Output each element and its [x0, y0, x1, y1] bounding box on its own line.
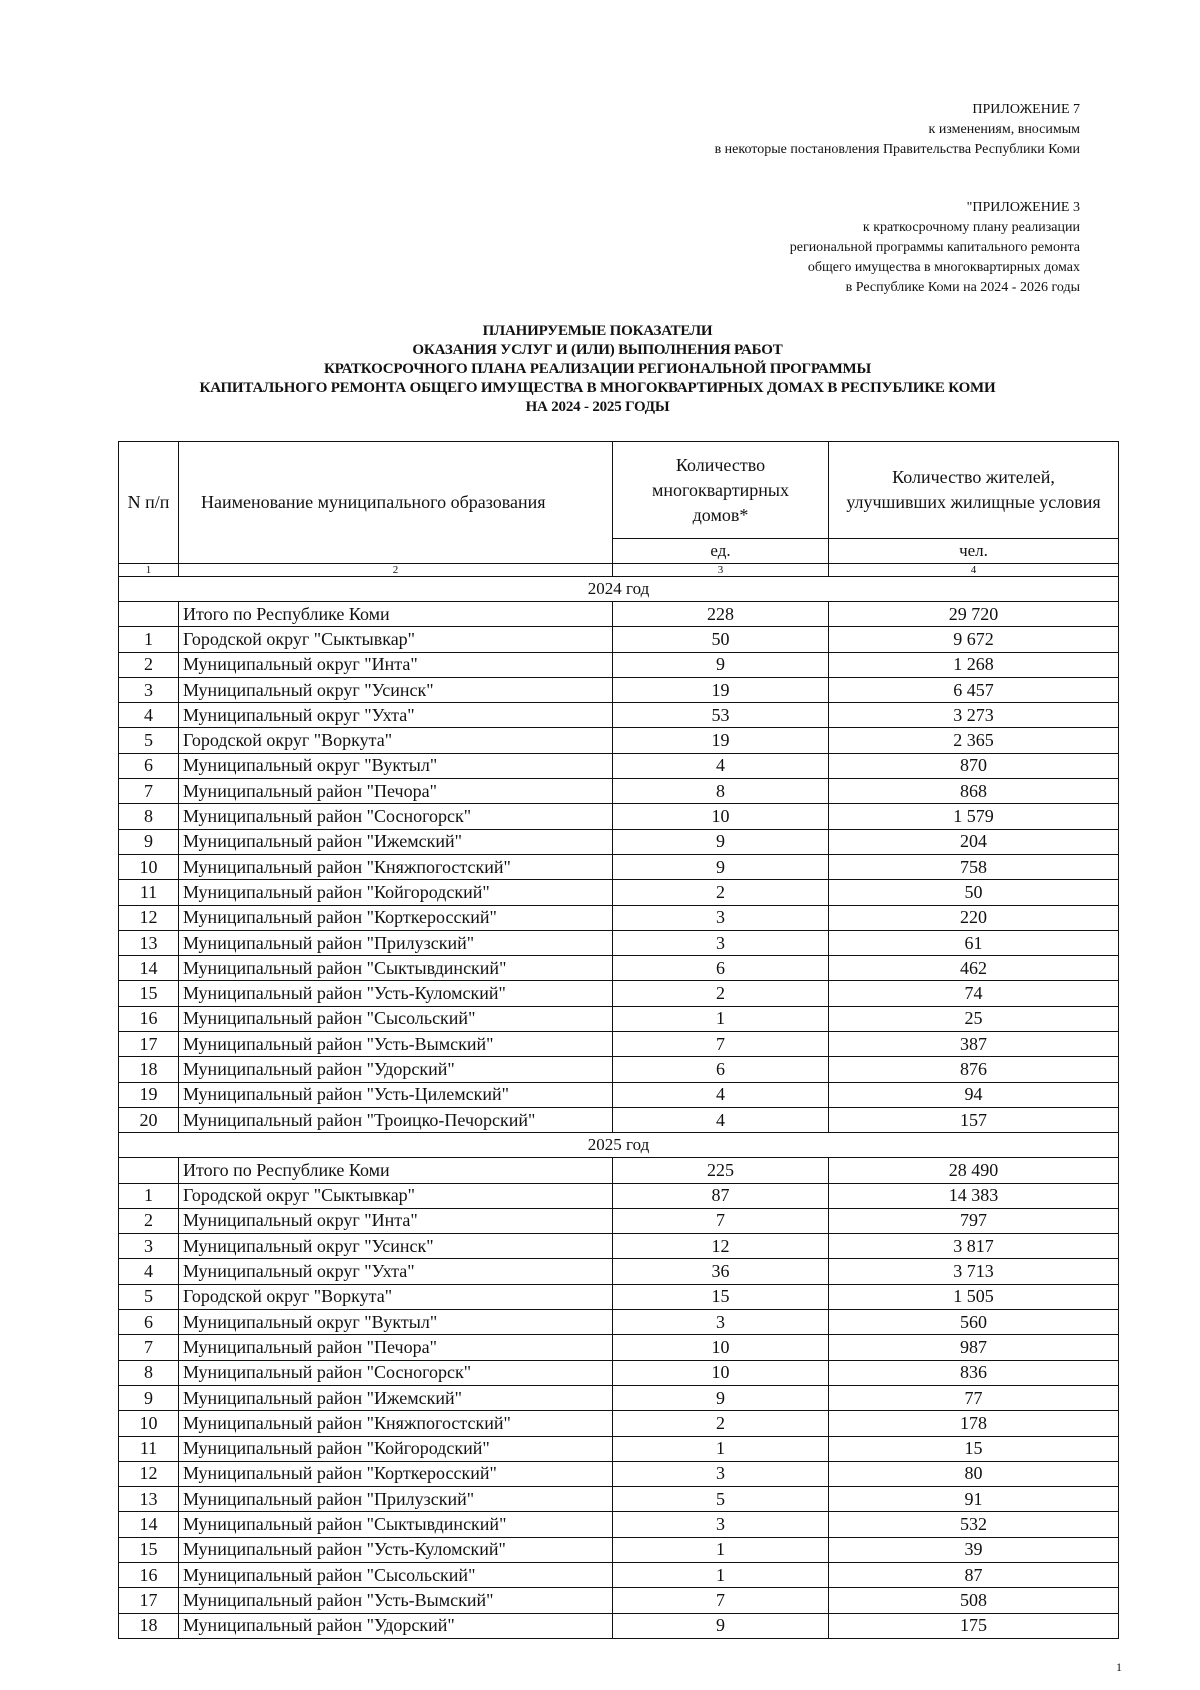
- row-municipality: Муниципальный округ "Вуктыл": [179, 1310, 613, 1335]
- table-row: [119, 1183, 1119, 1208]
- header-residents-unit: чел.: [829, 539, 1119, 564]
- table-header-row: [119, 442, 1119, 539]
- appendix-header-line: к изменениям, вносимым: [928, 122, 1080, 137]
- row-municipality: Муниципальный округ "Ухта": [179, 1259, 613, 1284]
- table-row: [119, 1259, 1119, 1284]
- row-residents: 3 713: [829, 1259, 1119, 1284]
- table-row: [119, 804, 1119, 829]
- appendix-header: [715, 100, 1080, 160]
- row-index: 11: [119, 880, 179, 905]
- row-residents: 9 672: [829, 627, 1119, 652]
- column-number: 3: [613, 564, 829, 577]
- row-houses: 6: [613, 956, 829, 981]
- table-row: [119, 1006, 1119, 1031]
- row-residents: 3 273: [829, 703, 1119, 728]
- row-residents: 74: [829, 981, 1119, 1006]
- table-row: [119, 1436, 1119, 1461]
- row-index: 3: [119, 677, 179, 702]
- table-row: [119, 880, 1119, 905]
- row-index: 14: [119, 956, 179, 981]
- appendix-header-line: ПРИЛОЖЕНИЕ 7: [972, 102, 1080, 117]
- row-municipality: Городской округ "Сыктывкар": [179, 1183, 613, 1208]
- sub-appendix-header-line: региональной программы капитального ремонта: [789, 240, 1080, 255]
- row-houses: 3: [613, 1512, 829, 1537]
- title-line: КРАТКОСРОЧНОГО ПЛАНА РЕАЛИЗАЦИИ РЕГИОНАЛЬНОЙ ПРОГРАММЫ: [323, 361, 872, 377]
- row-index: 1: [119, 627, 179, 652]
- row-index: 10: [119, 1411, 179, 1436]
- title-line: ПЛАНИРУЕМЫЕ ПОКАЗАТЕЛИ: [482, 323, 713, 339]
- row-residents: 1 268: [829, 652, 1119, 677]
- row-houses: 10: [613, 804, 829, 829]
- row-residents: 220: [829, 905, 1119, 930]
- row-houses: 9: [613, 854, 829, 879]
- row-municipality: Муниципальный район "Княжпогостский": [179, 1411, 613, 1436]
- row-index: 3: [119, 1234, 179, 1259]
- row-houses: 3: [613, 930, 829, 955]
- row-municipality: Муниципальный район "Прилузский": [179, 1487, 613, 1512]
- table-row: [119, 753, 1119, 778]
- table-row: [119, 1487, 1119, 1512]
- table-row: [119, 1284, 1119, 1309]
- row-municipality: Муниципальный округ "Усинск": [179, 677, 613, 702]
- row-index: 4: [119, 703, 179, 728]
- row-houses: 9: [613, 1385, 829, 1410]
- header-houses-unit: ед.: [613, 539, 829, 564]
- row-index: 14: [119, 1512, 179, 1537]
- row-municipality: Муниципальный округ "Инта": [179, 652, 613, 677]
- column-number: 2: [179, 564, 613, 577]
- sub-appendix-header-line: общего имущества в многоквартирных домах: [807, 260, 1080, 275]
- row-residents: 870: [829, 753, 1119, 778]
- row-houses: 2: [613, 981, 829, 1006]
- row-municipality: Муниципальный район "Удорский": [179, 1613, 613, 1638]
- table-row: [119, 1613, 1119, 1638]
- row-index: 13: [119, 930, 179, 955]
- total-index: [119, 1158, 179, 1183]
- row-houses: 6: [613, 1057, 829, 1082]
- row-houses: 1: [613, 1537, 829, 1562]
- table-row: [119, 930, 1119, 955]
- row-residents: 15: [829, 1436, 1119, 1461]
- year-section-row: [119, 1133, 1119, 1158]
- row-municipality: Муниципальный район "Ижемский": [179, 829, 613, 854]
- row-index: 9: [119, 1385, 179, 1410]
- table-row: [119, 1461, 1119, 1486]
- row-residents: 2 365: [829, 728, 1119, 753]
- row-municipality: Муниципальный округ "Инта": [179, 1208, 613, 1233]
- header-houses-line: домов*: [692, 504, 749, 525]
- row-index: 17: [119, 1588, 179, 1613]
- row-municipality: Муниципальный округ "Усинск": [179, 1234, 613, 1259]
- row-municipality: Городской округ "Воркута": [179, 1284, 613, 1309]
- row-houses: 3: [613, 1461, 829, 1486]
- table-row: [119, 829, 1119, 854]
- title-line: КАПИТАЛЬНОГО РЕМОНТА ОБЩЕГО ИМУЩЕСТВА В МНОГОКВАРТИРНЫХ ДОМАХ В РЕСПУБЛИКЕ КОМИ: [199, 380, 996, 396]
- row-residents: 387: [829, 1032, 1119, 1057]
- row-residents: 39: [829, 1537, 1119, 1562]
- table-row: [119, 627, 1119, 652]
- row-residents: 508: [829, 1588, 1119, 1613]
- row-houses: 1: [613, 1436, 829, 1461]
- row-houses: 7: [613, 1032, 829, 1057]
- row-index: 8: [119, 1360, 179, 1385]
- table-row: [119, 1537, 1119, 1562]
- table-row: [119, 1411, 1119, 1436]
- row-index: 13: [119, 1487, 179, 1512]
- row-houses: 7: [613, 1208, 829, 1233]
- row-houses: 8: [613, 779, 829, 804]
- title-line: НА 2024 - 2025 ГОДЫ: [525, 399, 670, 415]
- appendix-header-line: в некоторые постановления Правительства Республики Коми: [714, 142, 1080, 157]
- row-index: 15: [119, 981, 179, 1006]
- row-houses: 36: [613, 1259, 829, 1284]
- row-houses: 10: [613, 1360, 829, 1385]
- column-number-row: [119, 564, 1119, 577]
- row-index: 12: [119, 1461, 179, 1486]
- row-houses: 4: [613, 753, 829, 778]
- table-row: [119, 1107, 1119, 1132]
- row-houses: 15: [613, 1284, 829, 1309]
- row-municipality: Муниципальный район "Сыктывдинский": [179, 1512, 613, 1537]
- row-municipality: Муниципальный район "Усть-Вымский": [179, 1588, 613, 1613]
- row-houses: 7: [613, 1588, 829, 1613]
- sub-appendix-header-line: к краткосрочному плану реализации: [862, 220, 1080, 235]
- row-residents: 25: [829, 1006, 1119, 1031]
- document-title: [110, 322, 1085, 417]
- table-row: [119, 652, 1119, 677]
- row-houses: 1: [613, 1562, 829, 1587]
- row-houses: 87: [613, 1183, 829, 1208]
- row-municipality: Муниципальный район "Койгородский": [179, 880, 613, 905]
- row-index: 2: [119, 1208, 179, 1233]
- table-row: [119, 1082, 1119, 1107]
- table-row: [119, 1310, 1119, 1335]
- row-index: 4: [119, 1259, 179, 1284]
- row-municipality: Муниципальный район "Сысольский": [179, 1006, 613, 1031]
- table-row: [119, 1562, 1119, 1587]
- row-houses: 53: [613, 703, 829, 728]
- row-residents: 1 505: [829, 1284, 1119, 1309]
- table-row: [119, 1360, 1119, 1385]
- table-row: [119, 703, 1119, 728]
- table-row: [119, 1335, 1119, 1360]
- year-section-row: [119, 577, 1119, 602]
- table-row: [119, 854, 1119, 879]
- row-municipality: Муниципальный округ "Ухта": [179, 703, 613, 728]
- row-houses: 19: [613, 677, 829, 702]
- row-residents: 876: [829, 1057, 1119, 1082]
- total-houses: 228: [613, 602, 829, 627]
- table-row: [119, 1032, 1119, 1057]
- header-name: Наименование муниципального образования: [179, 442, 613, 564]
- row-residents: 204: [829, 829, 1119, 854]
- sub-appendix-header-line: "ПРИЛОЖЕНИЕ 3: [966, 200, 1080, 215]
- row-houses: 3: [613, 1310, 829, 1335]
- row-houses: 10: [613, 1335, 829, 1360]
- row-residents: 1 579: [829, 804, 1119, 829]
- row-index: 2: [119, 652, 179, 677]
- row-houses: 2: [613, 880, 829, 905]
- total-index: [119, 602, 179, 627]
- row-residents: 14 383: [829, 1183, 1119, 1208]
- row-houses: 3: [613, 905, 829, 930]
- row-houses: 9: [613, 652, 829, 677]
- row-index: 6: [119, 753, 179, 778]
- sub-appendix-header: [790, 198, 1080, 298]
- row-municipality: Муниципальный район "Усть-Вымский": [179, 1032, 613, 1057]
- row-residents: 987: [829, 1335, 1119, 1360]
- row-municipality: Муниципальный округ "Вуктыл": [179, 753, 613, 778]
- row-index: 7: [119, 1335, 179, 1360]
- row-houses: 19: [613, 728, 829, 753]
- table-row: [119, 1057, 1119, 1082]
- row-residents: 836: [829, 1360, 1119, 1385]
- row-municipality: Муниципальный район "Удорский": [179, 1057, 613, 1082]
- row-index: 18: [119, 1613, 179, 1638]
- row-houses: 4: [613, 1082, 829, 1107]
- total-row: [119, 1158, 1119, 1183]
- row-municipality: Муниципальный район "Сысольский": [179, 1562, 613, 1587]
- indicators-table: [118, 441, 1119, 1639]
- row-houses: 50: [613, 627, 829, 652]
- row-index: 10: [119, 854, 179, 879]
- header-houses-line: многоквартирных: [652, 479, 789, 500]
- row-residents: 91: [829, 1487, 1119, 1512]
- table-row: [119, 779, 1119, 804]
- year-label: 2024 год: [119, 577, 1119, 602]
- row-residents: 87: [829, 1562, 1119, 1587]
- row-index: 19: [119, 1082, 179, 1107]
- row-municipality: Муниципальный район "Сосногорск": [179, 804, 613, 829]
- row-index: 9: [119, 829, 179, 854]
- row-houses: 1: [613, 1006, 829, 1031]
- total-name: Итого по Республике Коми: [179, 1158, 613, 1183]
- row-index: 18: [119, 1057, 179, 1082]
- header-residents: [829, 442, 1119, 539]
- row-municipality: Муниципальный район "Корткеросский": [179, 905, 613, 930]
- table-row: [119, 677, 1119, 702]
- table-row: [119, 728, 1119, 753]
- row-index: 5: [119, 728, 179, 753]
- row-municipality: Муниципальный район "Печора": [179, 1335, 613, 1360]
- table-row: [119, 1385, 1119, 1410]
- row-index: 16: [119, 1562, 179, 1587]
- table-row: [119, 905, 1119, 930]
- row-index: 11: [119, 1436, 179, 1461]
- header-residents-line: улучшивших жилищные условия: [846, 492, 1101, 512]
- row-index: 5: [119, 1284, 179, 1309]
- row-municipality: Муниципальный район "Прилузский": [179, 930, 613, 955]
- row-municipality: Муниципальный район "Ижемский": [179, 1385, 613, 1410]
- table-row: [119, 956, 1119, 981]
- row-residents: 157: [829, 1107, 1119, 1132]
- row-residents: 94: [829, 1082, 1119, 1107]
- row-index: 12: [119, 905, 179, 930]
- total-name: Итого по Республике Коми: [179, 602, 613, 627]
- row-residents: 3 817: [829, 1234, 1119, 1259]
- row-residents: 80: [829, 1461, 1119, 1486]
- total-residents: 28 490: [829, 1158, 1119, 1183]
- row-index: 17: [119, 1032, 179, 1057]
- total-residents: 29 720: [829, 602, 1119, 627]
- title-line: ОКАЗАНИЯ УСЛУГ И (ИЛИ) ВЫПОЛНЕНИЯ РАБОТ: [412, 342, 783, 358]
- row-municipality: Муниципальный район "Княжпогостский": [179, 854, 613, 879]
- row-index: 7: [119, 779, 179, 804]
- total-houses: 225: [613, 1158, 829, 1183]
- row-residents: 868: [829, 779, 1119, 804]
- row-houses: 9: [613, 829, 829, 854]
- row-municipality: Муниципальный район "Койгородский": [179, 1436, 613, 1461]
- table-row: [119, 1234, 1119, 1259]
- row-municipality: Муниципальный район "Усть-Куломский": [179, 1537, 613, 1562]
- row-index: 16: [119, 1006, 179, 1031]
- page-number: 1: [1116, 1660, 1122, 1674]
- year-label: 2025 год: [119, 1133, 1119, 1158]
- row-municipality: Городской округ "Воркута": [179, 728, 613, 753]
- table-row: [119, 1588, 1119, 1613]
- table-row: [119, 1208, 1119, 1233]
- row-houses: 12: [613, 1234, 829, 1259]
- header-houses-line: Количество: [675, 454, 766, 475]
- table-row: [119, 1512, 1119, 1537]
- row-index: 6: [119, 1310, 179, 1335]
- row-municipality: Муниципальный район "Сосногорск": [179, 1360, 613, 1385]
- row-municipality: Муниципальный район "Усть-Цилемский": [179, 1082, 613, 1107]
- row-residents: 797: [829, 1208, 1119, 1233]
- row-municipality: Муниципальный район "Печора": [179, 779, 613, 804]
- row-index: 20: [119, 1107, 179, 1132]
- row-residents: 758: [829, 854, 1119, 879]
- row-residents: 532: [829, 1512, 1119, 1537]
- table-row: [119, 981, 1119, 1006]
- header-index: N п/п: [119, 442, 179, 564]
- row-municipality: Муниципальный район "Сыктывдинский": [179, 956, 613, 981]
- column-number: 4: [829, 564, 1119, 577]
- sub-appendix-header-line: в Республике Коми на 2024 - 2026 годы: [845, 280, 1080, 295]
- row-residents: 560: [829, 1310, 1119, 1335]
- row-houses: 9: [613, 1613, 829, 1638]
- row-index: 1: [119, 1183, 179, 1208]
- row-residents: 50: [829, 880, 1119, 905]
- total-row: [119, 602, 1119, 627]
- row-municipality: Муниципальный район "Усть-Куломский": [179, 981, 613, 1006]
- row-municipality: Муниципальный район "Корткеросский": [179, 1461, 613, 1486]
- row-index: 8: [119, 804, 179, 829]
- row-residents: 61: [829, 930, 1119, 955]
- row-residents: 175: [829, 1613, 1119, 1638]
- table-body: [119, 577, 1119, 1639]
- column-number: 1: [119, 564, 179, 577]
- row-residents: 6 457: [829, 677, 1119, 702]
- row-residents: 77: [829, 1385, 1119, 1410]
- row-municipality: Муниципальный район "Троицко-Печорский": [179, 1107, 613, 1132]
- row-municipality: Городской округ "Сыктывкар": [179, 627, 613, 652]
- header-houses: [613, 442, 829, 539]
- row-houses: 5: [613, 1487, 829, 1512]
- row-houses: 2: [613, 1411, 829, 1436]
- row-residents: 462: [829, 956, 1119, 981]
- row-houses: 4: [613, 1107, 829, 1132]
- row-residents: 178: [829, 1411, 1119, 1436]
- row-index: 15: [119, 1537, 179, 1562]
- header-residents-line: Количество жителей,: [892, 467, 1055, 487]
